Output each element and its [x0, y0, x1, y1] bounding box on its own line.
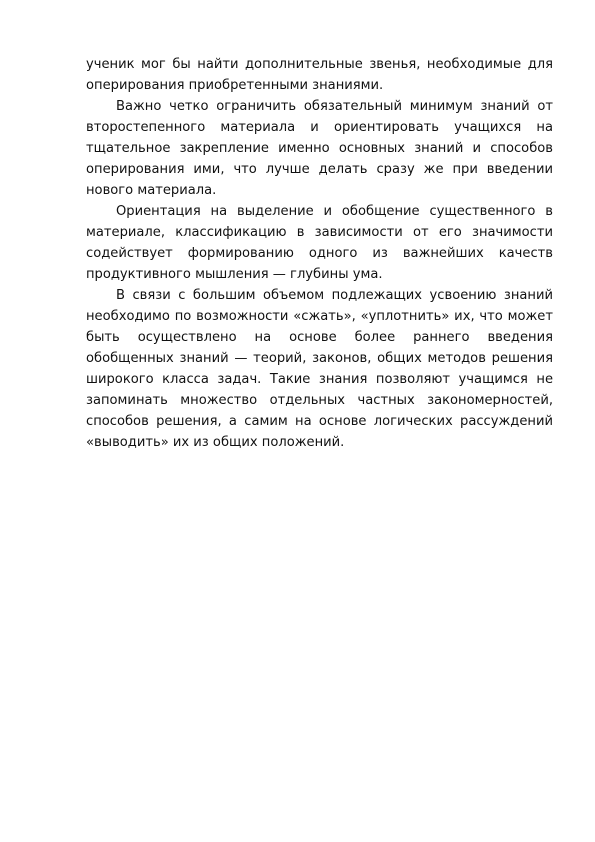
body-text [86, 54, 553, 453]
paragraph-compress-knowledge: В связи с большим объемом подлежащих усвоению знаний необходимо по возможности «сжать», «уплотнить» их, что может быть осуществлено на основе более раннего введения обобщенных знаний — теорий, законов, общих методов решения широкого класса задач. Такие знания позволяют учащимся не запоминать множество отдельных частных закономерностей, способов решения, а самим на основе логических рассуждений «выводить» их из общих положений. [86, 288, 553, 450]
paragraph-minimum-knowledge: Важно четко ограничить обязательный минимум знаний от второстепенного материала и ориентировать учащихся на тщательное закрепление именно основных знаний и способов оперирования ими, что лучше делать сразу же при введении нового материала. [86, 99, 553, 198]
paragraph-continuation: ученик мог бы найти дополнительные звенья, необходимые для оперирования приобретенными знаниями. [86, 57, 553, 93]
paragraph-orientation: Ориентация на выделение и обобщение существенного в материале, классификацию в зависимости от его значимости содействует формированию одного из важнейших качеств продуктивного мышления — глубины ума. [86, 204, 553, 282]
